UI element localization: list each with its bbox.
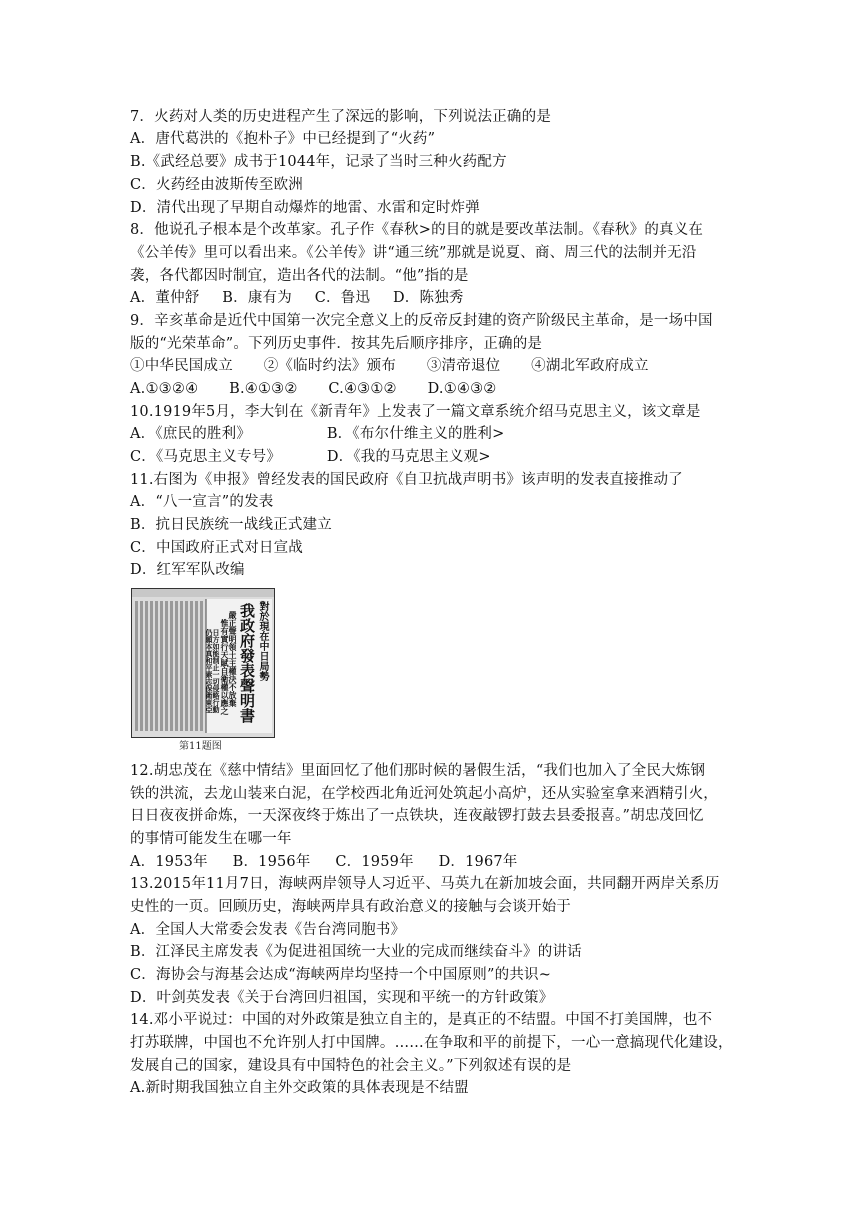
figure-caption: 第11题图 bbox=[179, 741, 222, 752]
q13-option-b: B．江泽民主席发表《为促进祖国统一大业的完成而继续奋斗》的讲话 bbox=[130, 944, 582, 960]
q8-option-b: B．康有为 bbox=[222, 290, 292, 306]
headline-col-3: 嚴正聲明領土主權決不放棄 bbox=[228, 611, 238, 707]
q13-stem-line1: 13.2015年11月7日，海峡两岸领导人习近平、马英九在新加坡会面，共同翻开两岸关系历 bbox=[130, 876, 720, 892]
headline-col-4: 惟有實行天賦自衛權以應之 bbox=[220, 619, 230, 715]
q7-stem: 7．火药对人类的历史进程产生了深远的影响，下列说法正确的是 bbox=[130, 109, 552, 125]
q12-stem-line2: 铁的洪流，去龙山装来白泥，在学校西北角近河处筑起小高炉，还从实验室拿来酒精引火， bbox=[130, 786, 718, 802]
q7-option-d: D．清代出现了早期自动爆炸的地雷、水雷和定时炸弹 bbox=[130, 200, 480, 216]
q9-event-2: ②《临时约法》颁布 bbox=[263, 358, 397, 374]
q9-event-4: ④湖北军政府成立 bbox=[531, 358, 649, 374]
q9-option-d: D.①④③② bbox=[427, 381, 497, 397]
q13-option-a: A．全国人大常委会发表《告台湾同胞书》 bbox=[130, 922, 406, 938]
q11-stem: 11.右图为《申报》曾经发表的国民政府《自卫抗战声明书》该声明的发表直接推动了 bbox=[130, 472, 683, 488]
q14-stem-line3: 发展自己的国家，建设具有中国特色的社会主义。”下列叙述有误的是 bbox=[130, 1058, 572, 1074]
q8-option-a: A．董仲舒 bbox=[130, 290, 200, 306]
q10-option-a: A．《庶民的胜利》 bbox=[130, 426, 252, 442]
headline-col-1: 對於現在中日局勢 bbox=[257, 601, 268, 681]
q8-option-c: C．鲁迅 bbox=[314, 290, 371, 306]
q10-options-row2 bbox=[130, 446, 491, 468]
q9-event-1: ①中华民国成立 bbox=[130, 358, 233, 374]
q12-stem-line4: 的事情可能发生在哪一年 bbox=[130, 831, 292, 847]
q10-options-row1 bbox=[130, 423, 504, 445]
q14-stem-line1: 14.邓小平说过：中国的对外政策是独立自主的，是真正的不结盟。中国不打美国牌，也不 bbox=[130, 1012, 713, 1028]
q12-options bbox=[130, 851, 518, 873]
q12-stem-line3: 日日夜夜拼命炼，一天深夜终于炼出了一点铁块，连夜敲锣打鼓去县委报喜。”胡忠茂回忆 bbox=[130, 808, 704, 824]
q7-option-b: B.《武经总要》成书于1044年，记录了当时三种火药配方 bbox=[130, 154, 507, 170]
q10-option-d: D．《我的马克思主义观> bbox=[326, 449, 491, 465]
q14-stem-line2: 打苏联牌，中国也不允许别人打中国牌。……在争取和平的前提下，一心一意搞现代化建设， bbox=[130, 1035, 733, 1051]
q9-option-c: C.④③①② bbox=[328, 381, 397, 397]
headline-col-6: 仍願本真和平素志保衛東亞 bbox=[205, 629, 214, 713]
q12-option-a: A．1953年 bbox=[130, 854, 208, 870]
q9-option-b: B.④①③② bbox=[229, 381, 298, 397]
q11-option-d: D．红军军队改编 bbox=[130, 562, 245, 578]
headline-col-2: 我政府發表聲明書 bbox=[238, 603, 256, 723]
q8-stem-line1: 8．他说孔子根本是个改革家。孔子作《春秋>的目的就是要改革法制。《春秋》的真义在 bbox=[130, 222, 704, 238]
q8-options bbox=[130, 287, 464, 309]
newspaper-clipping-image bbox=[131, 588, 275, 738]
q13-option-d: D．叶剑英发表《关于台湾回归祖国，实现和平统一的方针政策》 bbox=[130, 990, 554, 1006]
q14-option-a: A.新时期我国独立自主外交政策的具体表现是不结盟 bbox=[130, 1080, 469, 1096]
q13-stem-line2: 史性的一页。回顾历史，海峡两岸具有政治意义的接触与会谈开始于 bbox=[130, 899, 571, 915]
q9-event-3: ③清帝退位 bbox=[426, 358, 501, 374]
q9-events bbox=[130, 355, 649, 377]
q9-option-a: A.①③②④ bbox=[130, 381, 199, 397]
q12-option-d: D．1967年 bbox=[438, 854, 518, 870]
q9-options bbox=[130, 378, 497, 400]
q12-stem-line1: 12.胡忠茂在《慈中情结》里面回忆了他们那时候的暑假生活，“我们也加入了全民大炼钢 bbox=[130, 763, 706, 779]
q9-stem-line1: 9．辛亥革命是近代中国第一次完全意义上的反帝反封建的资产阶级民主革命，是一场中国 bbox=[130, 313, 713, 329]
q12-option-b: B．1956年 bbox=[232, 854, 311, 870]
q12-option-c: C．1959年 bbox=[335, 854, 414, 870]
q7-option-a: A．唐代葛洪的《抱朴子》中已经提到了“火药” bbox=[130, 131, 436, 147]
q7-option-c: C．火药经由波斯传至欧洲 bbox=[130, 177, 303, 193]
q8-stem-line2: 《公羊传》里可以看出来。《公羊传》讲“通三统”那就是说夏、商、周三代的法制并无沿 bbox=[130, 245, 697, 261]
q13-option-c: C．海协会与海基会达成“海峡两岸均坚持一个中国原则”的共识~ bbox=[130, 967, 552, 983]
headline-col-5: 日方如能制止一切侵略行動 bbox=[212, 629, 221, 713]
q9-stem-line2: 版的“光荣革命”。下列历史事件．按其先后顺序排序，正确的是 bbox=[130, 336, 543, 352]
q8-stem-line3: 袭，各代都因时制宜，造出各代的法制。“他”指的是 bbox=[130, 268, 469, 284]
q11-option-c: C．中国政府正式对日宣战 bbox=[130, 540, 303, 556]
q11-option-a: A．“八一宣言”的发表 bbox=[130, 494, 274, 510]
q10-option-c: C．《马克思主义专号》 bbox=[130, 449, 282, 465]
q11-option-b: B．抗日民族统一战线正式建立 bbox=[130, 517, 332, 533]
q10-option-b: B．《布尔什维主义的胜利> bbox=[326, 426, 505, 442]
q8-option-d: D．陈独秀 bbox=[392, 290, 464, 306]
q10-stem: 10.1919年5月，李大钊在《新青年》上发表了一篇文章系统介绍马克思主义，该文章是 bbox=[130, 404, 701, 420]
